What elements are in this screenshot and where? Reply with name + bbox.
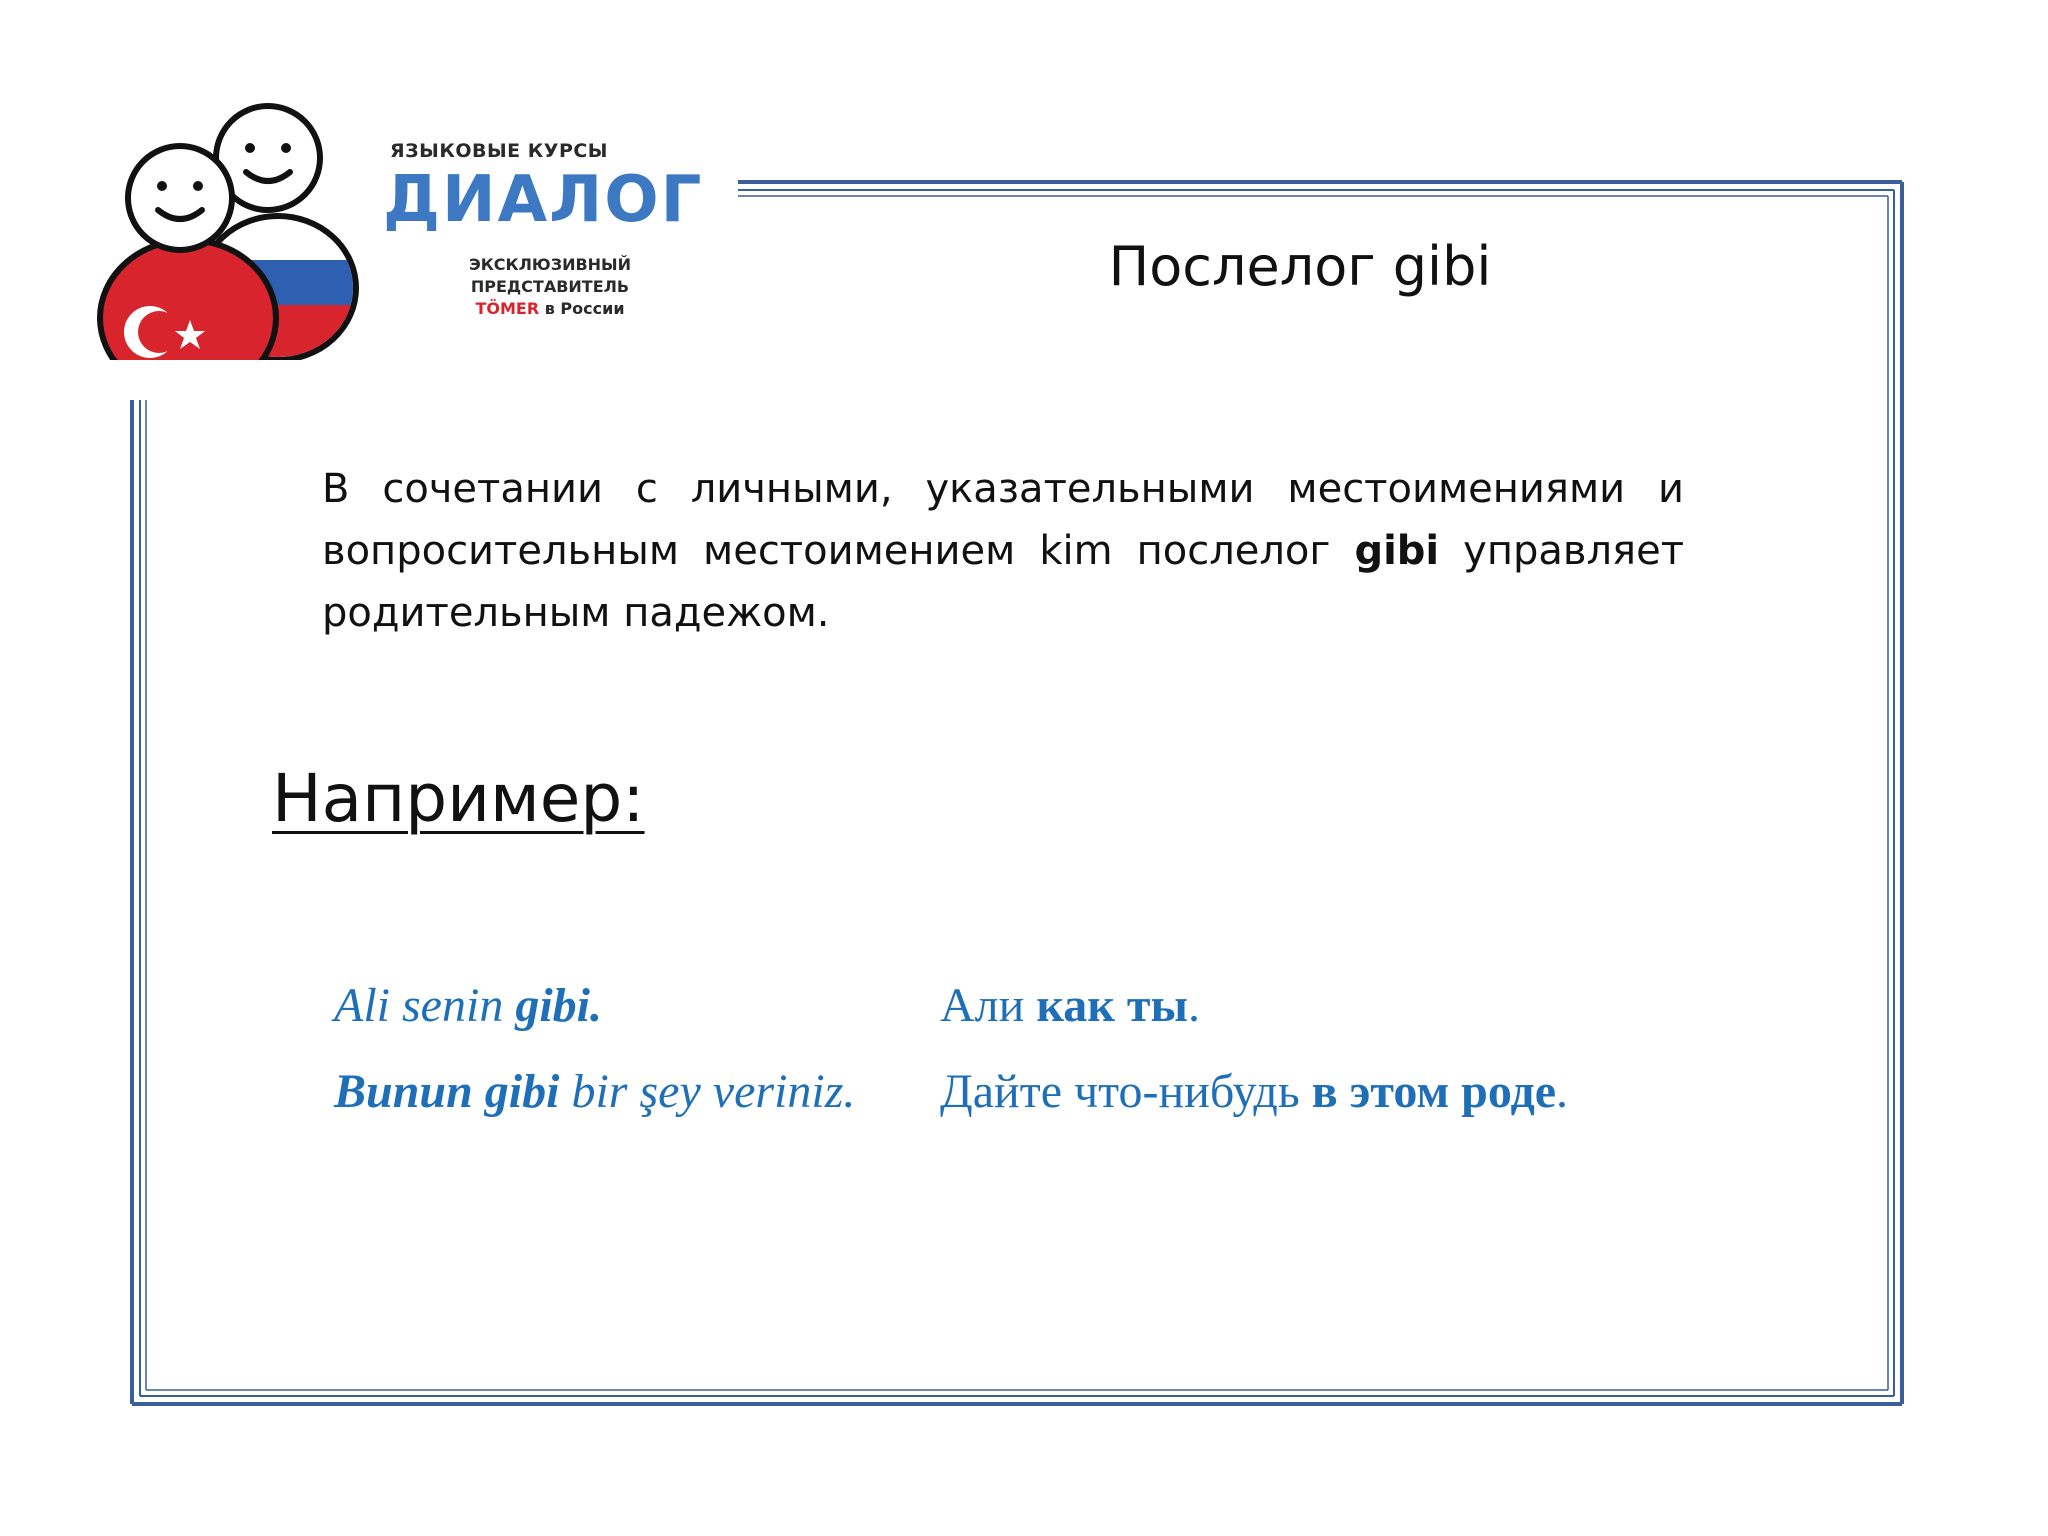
ex1-ru-b: как ты xyxy=(1036,979,1188,1032)
ex1-ru-a: Али xyxy=(940,979,1037,1032)
logo-description xyxy=(390,254,710,320)
example-heading: Например: xyxy=(272,760,645,837)
rule-paragraph xyxy=(322,458,1684,644)
logo-tomer: TÖMER xyxy=(475,299,540,318)
example-1-turkish xyxy=(334,978,602,1033)
example-2-russian xyxy=(940,1064,1568,1119)
rule-text-bold: gibi xyxy=(1354,528,1440,574)
ex2-ru-b: в этом роде xyxy=(1311,1065,1557,1118)
logo-tagline: ЯЗЫКОВЫЕ КУРСЫ xyxy=(390,140,608,162)
example-2-turkish xyxy=(334,1064,855,1119)
logo-desc-rest: в России xyxy=(544,299,625,318)
rule-text-part1: В сочетании с личными, указательными местоимениями и вопросительным местоимением kim послелог xyxy=(322,466,1684,574)
ex1-tr-b: gibi. xyxy=(515,979,602,1032)
ex1-ru-c: . xyxy=(1187,979,1200,1032)
rule-text-part2: управляет родительным падежом. xyxy=(322,528,1684,636)
logo-desc-line1: ЭКСКЛЮЗИВНЫЙ ПРЕДСТАВИТЕЛЬ xyxy=(468,255,632,296)
slide-title: Послелог gibi xyxy=(1108,235,1492,298)
logo-brand-name: ДИАЛОГ xyxy=(383,163,704,237)
ex2-tr-b: bir şey veriniz. xyxy=(559,1065,856,1118)
ex2-ru-a: Дайте что-нибудь xyxy=(940,1065,1312,1118)
ex2-tr-a: Bunun gibi xyxy=(334,1065,560,1118)
smiley-flags-icon xyxy=(60,50,380,360)
ex2-ru-c: . xyxy=(1556,1065,1569,1118)
ex1-tr-a: Ali senin xyxy=(334,979,516,1032)
example-1-russian xyxy=(940,978,1200,1033)
